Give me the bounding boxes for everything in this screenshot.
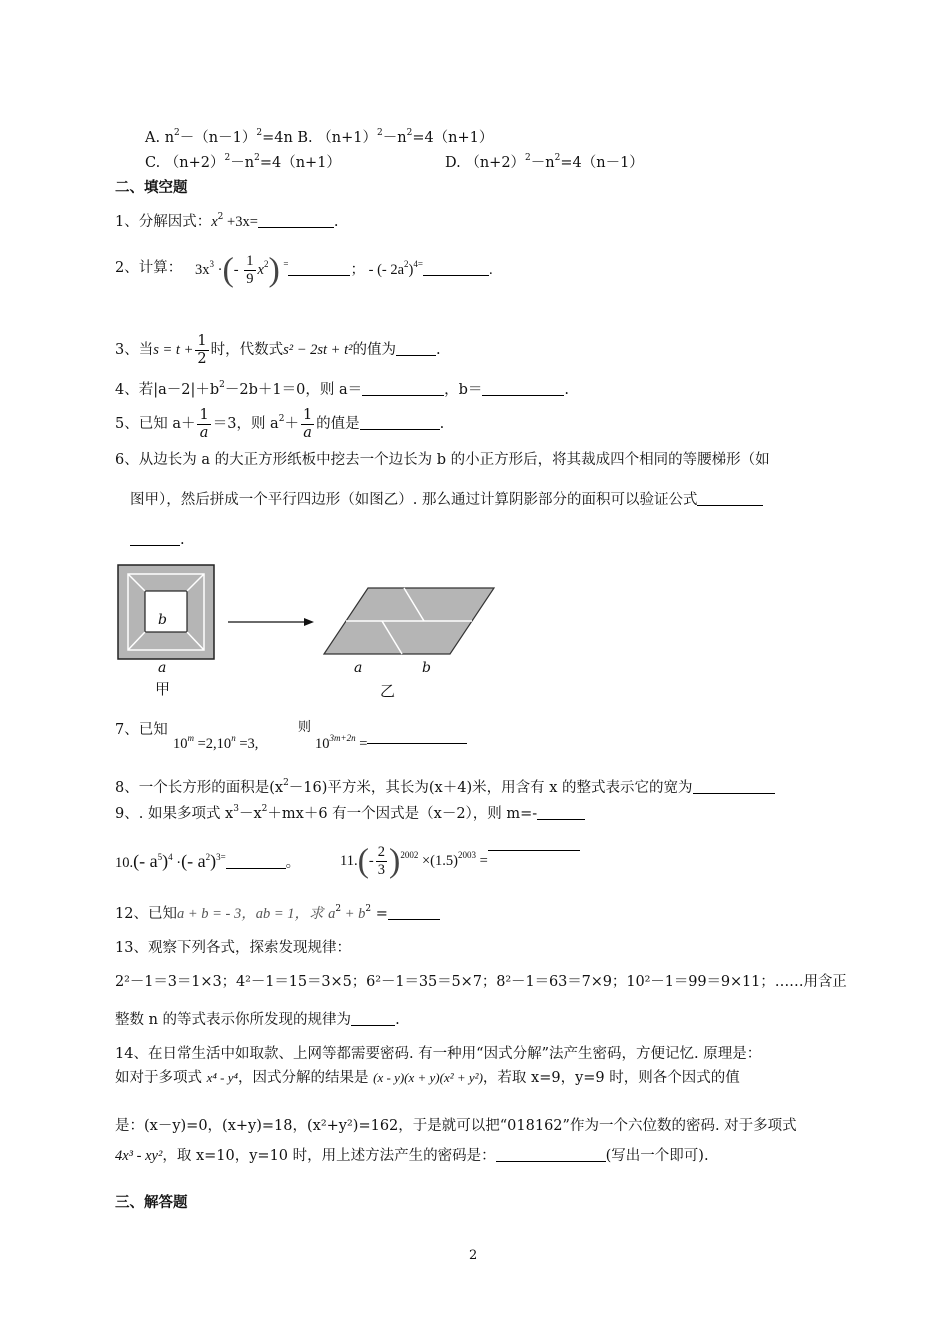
figure-caption-yi: 乙 [380, 682, 396, 700]
figure-caption-jia: 甲 [155, 680, 171, 698]
figure-label-b-right: b [422, 660, 431, 676]
answer-blank[interactable] [496, 1147, 606, 1162]
answer-blank[interactable] [362, 381, 444, 396]
question-2-expression: $3x^3$ ·(- $\frac{1}{9}$ $x^2$) = ； - (- $2a^2)^{4=}$ . [195, 251, 493, 289]
question-12: 12、已知a + b = - 3，ab = 1，求 $a^2 + b^2$ = [115, 904, 440, 924]
question-14-line-4: 4x³ - xy²，取 x=10，y=10 时，用上述方法产生的密码是： (写出一个即可). [115, 1148, 709, 1164]
answer-blank[interactable] [482, 381, 564, 396]
question-11: 11.(- $\frac{2}{3}$ )$^{2002} \times(1.5)^{2003}$ = [340, 838, 580, 885]
option-line-ab: A. $n^2-(n-1)^2=4n$ B. $(n+1)^2-n^2=4(n+1)$ [145, 128, 494, 146]
answer-blank[interactable] [396, 341, 436, 356]
figure-label-a: a [158, 660, 167, 676]
answer-blank[interactable] [288, 261, 350, 276]
question-4: 4、若$|a-2|+b^2-2b+1=0$，则 a＝ ，b＝ . [115, 380, 570, 398]
answer-blank[interactable] [693, 779, 775, 794]
question-2: 2、计算： [115, 260, 183, 276]
question-10: 10.(- $a^5)^4$ ·(- $a^2)^{3=}$ 。 [115, 851, 301, 871]
answer-blank[interactable] [423, 261, 489, 276]
answer-blank[interactable] [351, 1011, 395, 1026]
section-heading-fill-blank: 二、填空题 [115, 179, 188, 196]
figure-square-to-parallelogram [110, 558, 510, 698]
question-7-prefix: 7、已知 [115, 722, 168, 738]
arrow-head [304, 618, 314, 626]
question-13-line-1: 13、观察下列各式，探索发现规律： [115, 940, 351, 956]
question-3: 3、当s = t + $\frac{1}{2}$ 时，代数式s² − 2st + t²的值为 . [115, 332, 441, 367]
question-13-line-3: 整数 n 的等式表示你所发现的规律为 . [115, 1012, 400, 1028]
option-c: C. $(n+2)^2-n^2=4(n+1)$ [145, 153, 341, 171]
question-13-line-2: 2²－1＝3＝1×3；4²－1＝15＝3×5；6²－1＝35＝5×7；8²－1＝63＝7×9；10²－1＝99＝9×11；……用含正 [115, 974, 847, 990]
question-6-line-2: 图甲），然后拼成一个平行四边形（如图乙）. 那么通过计算阴影部分的面积可以验证公式 [130, 490, 763, 510]
answer-blank[interactable] [388, 905, 440, 920]
answer-blank[interactable] [488, 848, 580, 851]
page-number: 2 [469, 1248, 478, 1263]
answer-blank[interactable] [226, 854, 286, 869]
option-d: D. $(n+2)^2-n^2=4(n-1)$ [445, 153, 644, 171]
figure-label-b: b [158, 612, 167, 628]
answer-blank[interactable] [360, 415, 440, 430]
question-14-line-1: 14、在日常生活中如取款、上网等都需要密码. 有一种用“因式分解”法产生密码，方便记忆. 原理是： [115, 1046, 762, 1062]
question-14-line-3: 是：(x－y)=0，(x+y)=18，(x²+y²)=162，于是就可以把“018162”作为一个六位数的密码. 对于多项式 [115, 1118, 797, 1134]
question-6-line-3: . [130, 530, 185, 550]
figure-label-a-right: a [354, 660, 363, 676]
answer-blank[interactable] [367, 741, 467, 744]
answer-blank[interactable] [258, 213, 334, 228]
question-7-given: $10^m =2,10^n =3$, [173, 733, 259, 752]
answer-blank[interactable] [697, 491, 763, 506]
question-14-line-2: 如对于多项式 x⁴ - y⁴，因式分解的结果是 (x - y)(x + y)(x² + y²)，若取 x=9，y=9 时，则各个因式的值 [115, 1070, 740, 1086]
question-7-then: 则 [298, 720, 312, 735]
question-5: 5、已知 a＋ $\frac{1}{a}$ ＝3，则 $a^2+$ $\frac{1}{a}$ 的值是 . [115, 406, 445, 441]
question-6-line-1: 6、从边长为 a 的大正方形纸板中挖去一个边长为 b 的小正方形后，将其裁成四个相同的等腰梯形（如 [115, 452, 770, 468]
answer-blank[interactable] [130, 531, 180, 546]
question-7-target: $10^{3m+2n}$ = [315, 734, 467, 754]
section-heading-solutions: 三、解答题 [115, 1194, 188, 1211]
answer-blank[interactable] [537, 805, 585, 820]
question-1: 1、分解因式：$x^2 +3x=$ . [115, 212, 339, 230]
question-9: 9、. 如果多项式 $x^3-x^2+mx+6$ 有一个因式是（x－2），则 m=- [115, 804, 585, 824]
question-8: 8、一个长方形的面积是$(x^2-16)$平方米，其长为(x＋4)米，用含有 x 的整式表示它的宽为 [115, 778, 775, 798]
